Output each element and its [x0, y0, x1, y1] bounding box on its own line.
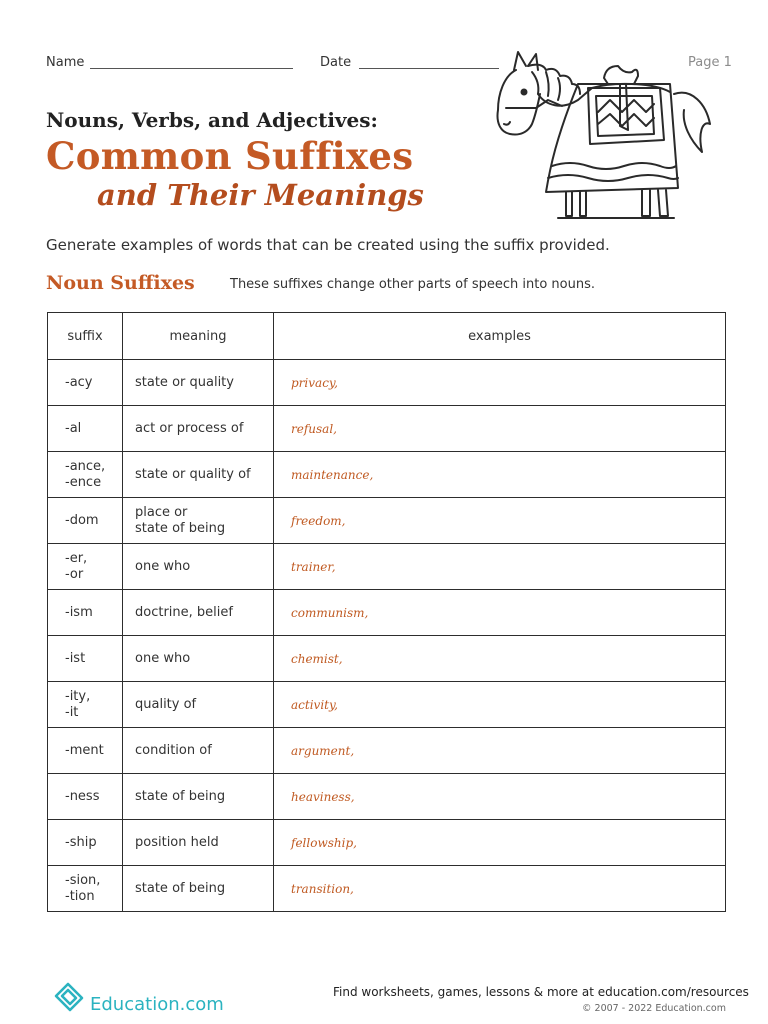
- suffix-cell: -ity, -it: [48, 682, 123, 728]
- example-cell[interactable]: activity,: [274, 682, 726, 728]
- name-label: Name: [46, 55, 85, 70]
- meaning-cell: one who: [123, 544, 274, 590]
- example-cell[interactable]: chemist,: [274, 636, 726, 682]
- table-header-row: [48, 313, 726, 360]
- name-line[interactable]: [90, 68, 293, 69]
- page-subtitle: and Their Meanings: [97, 178, 424, 212]
- table-row: [48, 544, 726, 590]
- meaning-cell: one who: [123, 636, 274, 682]
- table-row: [48, 866, 726, 912]
- meaning-cell: quality of: [123, 682, 274, 728]
- table-row: [48, 820, 726, 866]
- example-cell[interactable]: heaviness,: [274, 774, 726, 820]
- education-logo-text[interactable]: Education.com: [90, 994, 224, 1015]
- page-title: Common Suffixes: [46, 134, 414, 178]
- example-cell[interactable]: privacy,: [274, 360, 726, 406]
- instructions: Generate examples of words that can be created using the suffix provided.: [46, 236, 610, 254]
- example-cell[interactable]: freedom,: [274, 498, 726, 544]
- suffix-cell: -acy: [48, 360, 123, 406]
- meaning-cell: state of being: [123, 774, 274, 820]
- example-cell[interactable]: fellowship,: [274, 820, 726, 866]
- suffix-cell: -ship: [48, 820, 123, 866]
- table-row: [48, 682, 726, 728]
- header-suffix: suffix: [48, 313, 123, 360]
- meaning-cell: place or state of being: [123, 498, 274, 544]
- table-row: [48, 590, 726, 636]
- example-cell[interactable]: maintenance,: [274, 452, 726, 498]
- footer-resources-link[interactable]: Find worksheets, games, lessons & more at education.com/resources: [333, 985, 749, 999]
- meaning-cell: condition of: [123, 728, 274, 774]
- example-cell[interactable]: trainer,: [274, 544, 726, 590]
- table-row: [48, 452, 726, 498]
- example-cell[interactable]: transition,: [274, 866, 726, 912]
- suffix-cell: -ment: [48, 728, 123, 774]
- suffix-cell: -al: [48, 406, 123, 452]
- example-cell[interactable]: communism,: [274, 590, 726, 636]
- section-description: These suffixes change other parts of speech into nouns.: [230, 277, 595, 292]
- suffix-cell: -ance, -ence: [48, 452, 123, 498]
- suffix-table: [47, 312, 726, 912]
- footer-copyright: © 2007 - 2022 Education.com: [582, 1003, 726, 1014]
- suffix-cell: -ness: [48, 774, 123, 820]
- date-line[interactable]: [359, 68, 499, 69]
- suffix-cell: -ism: [48, 590, 123, 636]
- date-label: Date: [320, 55, 352, 70]
- table-row: [48, 728, 726, 774]
- meaning-cell: state of being: [123, 866, 274, 912]
- table-row: [48, 636, 726, 682]
- table-row: [48, 774, 726, 820]
- meaning-cell: state or quality of: [123, 452, 274, 498]
- meaning-cell: act or process of: [123, 406, 274, 452]
- example-cell[interactable]: refusal,: [274, 406, 726, 452]
- suffix-cell: -ist: [48, 636, 123, 682]
- meaning-cell: state or quality: [123, 360, 274, 406]
- table-row: [48, 360, 726, 406]
- section-title: Noun Suffixes: [46, 272, 195, 294]
- table-row: [48, 406, 726, 452]
- suffix-cell: -sion, -tion: [48, 866, 123, 912]
- suffix-cell: -er, -or: [48, 544, 123, 590]
- example-cell[interactable]: argument,: [274, 728, 726, 774]
- suffix-cell: -dom: [48, 498, 123, 544]
- header-meaning: meaning: [123, 313, 274, 360]
- table-row: [48, 498, 726, 544]
- pre-title: Nouns, Verbs, and Adjectives:: [46, 108, 378, 132]
- education-logo-icon: [52, 978, 86, 1012]
- meaning-cell: position held: [123, 820, 274, 866]
- page-number: Page 1: [688, 55, 732, 70]
- meaning-cell: doctrine, belief: [123, 590, 274, 636]
- header-examples: examples: [274, 313, 726, 360]
- horse-illustration: [492, 48, 716, 224]
